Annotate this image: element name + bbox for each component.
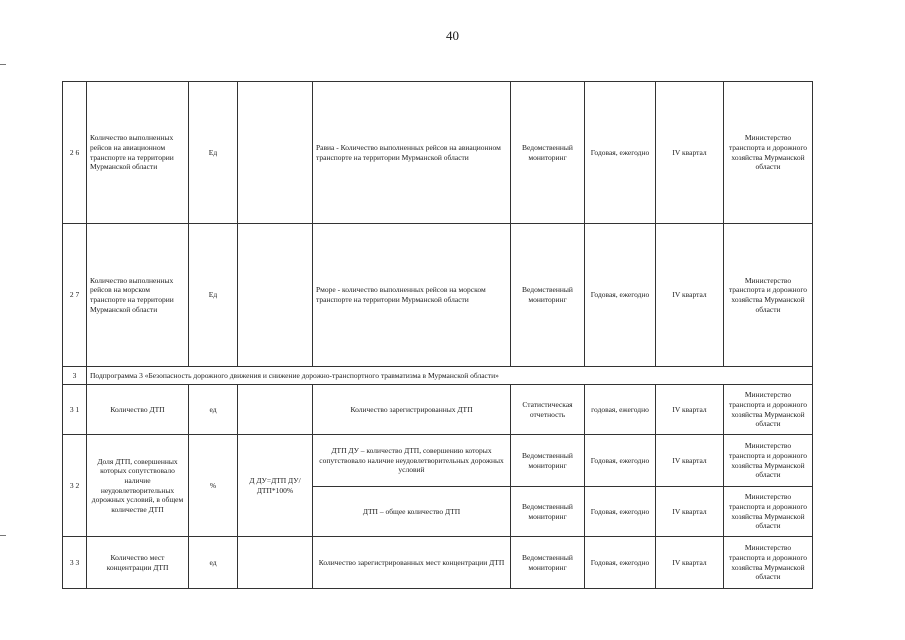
calculation-description: ДТП ДУ – количество ДТП, совершению которых сопутствовало наличие неудовлетворительных дорожных условий [313, 435, 511, 487]
term: IV квартал [656, 224, 724, 367]
formula: Д ДУ=ДТП ДУ/ДТП*100% [238, 435, 313, 537]
table-row-3-2 [63, 435, 813, 487]
term: IV квартал [656, 435, 724, 487]
data-source: Ведомственный мониторинг [511, 487, 585, 537]
row-number: 3 3 [63, 537, 87, 589]
unit: Ед [189, 224, 238, 367]
periodicity: Годовая, ежегодно [585, 487, 656, 537]
calculation-description: ДТП – общее количество ДТП [313, 487, 511, 537]
table-row-3-1 [63, 385, 813, 435]
row-number: 3 2 [63, 435, 87, 537]
indicator-name: Количество мест концентрации ДТП [87, 537, 189, 589]
formula [238, 385, 313, 435]
indicators-table [62, 81, 813, 589]
indicator-name: Количество выполненных рейсов на авиационном транспорте на территории Мурманской области [87, 82, 189, 224]
table-row-2-6 [63, 82, 813, 224]
term: IV квартал [656, 537, 724, 589]
periodicity: Годовая, ежегодно [585, 224, 656, 367]
indicator-name: Доля ДТП, совершенных которых сопутствовало наличие неудовлетворительных дорожных условий, в общем количестве ДТП [87, 435, 189, 537]
unit: ед [189, 385, 238, 435]
term: IV квартал [656, 385, 724, 435]
unit: ед [189, 537, 238, 589]
responsible: Министерство транспорта и дорожного хозяйства Мурманской области [724, 224, 813, 367]
term: IV квартал [656, 487, 724, 537]
row-number: 3 1 [63, 385, 87, 435]
section-number: 3 [63, 367, 87, 385]
left-edge-mark [0, 64, 6, 65]
periodicity: Годовая, ежегодно [585, 537, 656, 589]
row-number: 2 7 [63, 224, 87, 367]
data-source: Статистическая отчетность [511, 385, 585, 435]
calculation-description: Количество зарегистрированных ДТП [313, 385, 511, 435]
calculation-description: Количество зарегистрированных мест концентрации ДТП [313, 537, 511, 589]
data-source: Ведомственный мониторинг [511, 435, 585, 487]
formula [238, 82, 313, 224]
table-row-2-7 [63, 224, 813, 367]
table-row-3-3 [63, 537, 813, 589]
calculation-description: Рморе - количество выполненных рейсов на морском транспорте на территории Мурманской области [313, 224, 511, 367]
page-number: 40 [446, 28, 459, 43]
left-edge-mark [0, 535, 6, 536]
responsible: Министерство транспорта и дорожного хозяйства Мурманской области [724, 435, 813, 487]
row-number: 2 6 [63, 82, 87, 224]
unit: Ед [189, 82, 238, 224]
responsible: Министерство транспорта и дорожного хозяйства Мурманской области [724, 82, 813, 224]
indicator-name: Количество ДТП [87, 385, 189, 435]
unit: % [189, 435, 238, 537]
data-source: Ведомственный мониторинг [511, 82, 585, 224]
calculation-description: Равиа - Количество выполненных рейсов на авиационном транспорте на территории Мурманской области [313, 82, 511, 224]
periodicity: годовая, ежегодно [585, 385, 656, 435]
responsible: Министерство транспорта и дорожного хозяйства Мурманской области [724, 385, 813, 435]
subprogram-title: Подпрограмма 3 «Безопасность дорожного движения и снижение дорожно-транспортного травматизма в Мурманской области» [87, 367, 813, 385]
data-source: Ведомственный мониторинг [511, 537, 585, 589]
formula [238, 224, 313, 367]
data-source: Ведомственный мониторинг [511, 224, 585, 367]
subprogram-header-row [63, 367, 813, 385]
formula [238, 537, 313, 589]
indicator-name: Количество выполненных рейсов на морском транспорте на территории Мурманской области [87, 224, 189, 367]
responsible: Министерство транспорта и дорожного хозяйства Мурманской области [724, 487, 813, 537]
periodicity: Годовая, ежегодно [585, 435, 656, 487]
term: IV квартал [656, 82, 724, 224]
responsible: Министерство транспорта и дорожного хозяйства Мурманской области [724, 537, 813, 589]
periodicity: Годовая, ежегодно [585, 82, 656, 224]
